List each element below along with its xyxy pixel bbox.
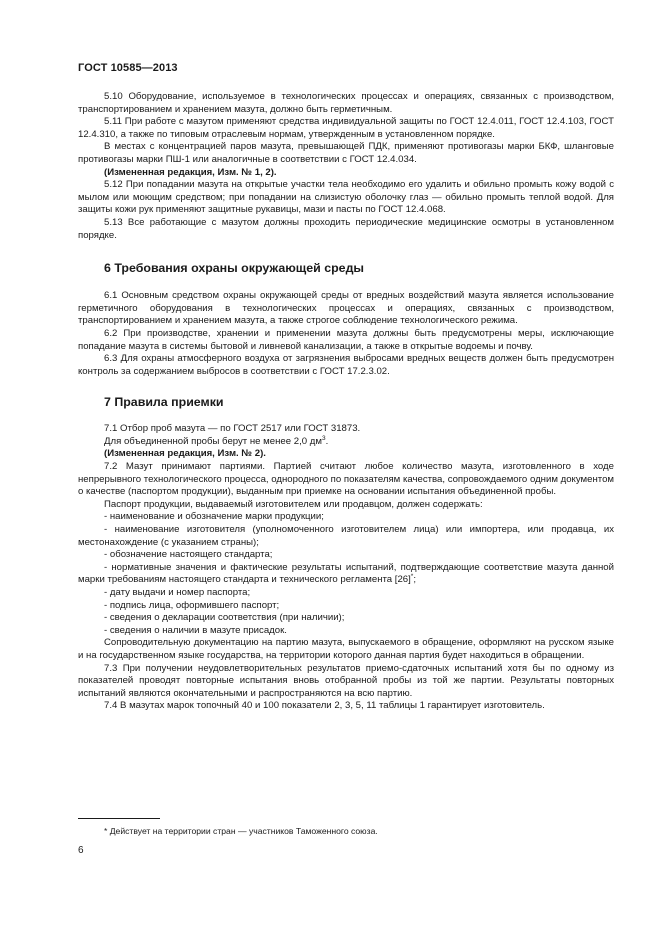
passport-intro: Паспорт продукции, выдаваемый изготовителем или продавцом, должен содержать:	[104, 498, 483, 510]
document-header: ГОСТ 10585—2013	[78, 62, 178, 74]
list-item: - наименование изготовителя (уполномоченного изготовителем лица) или импортера, или продавца, их местонахождение (с указанием страны);	[78, 524, 614, 548]
footnote: * Действует на территории стран — участников Таможенного союза.	[104, 826, 378, 836]
clause-5-11-gas-masks: В местах с концентрацией паров мазута, превышающей ПДК, применяют противогазы марки БКФ, шланговые противогазы марки ПШ-1 или аналогичные в соответствии с ГОСТ 12.4.034.	[78, 141, 614, 165]
list-item-regulation	[78, 562, 614, 587]
footnote-separator	[78, 818, 160, 819]
list-item: - обозначение настоящего стандарта;	[104, 549, 273, 561]
clause-6-2: 6.2 При производстве, хранении и применении мазута должны быть предусмотрены меры, исключающие попадание мазута в системы бытовой и ливневой канализации, а также в открытые водоемы и почву.	[78, 327, 614, 352]
page-number: 6	[78, 845, 84, 856]
cubic-superscript: 3	[321, 434, 326, 442]
sample-volume-end: .	[325, 435, 329, 447]
clause-6-3: 6.3 Для охраны атмосферного воздуха от загрязнения выбросами вредных веществ должен быть предусмотрен контроль за содержанием выбросов в соответствии с ГОСТ 17.2.3.02.	[78, 353, 614, 377]
amendment-note-2: (Измененная редакция, Изм. № 2).	[104, 448, 266, 460]
clause-5-13: 5.13 Все работающие с мазутом должны проходить периодические медицинские осмотры в установленном порядке.	[78, 216, 614, 241]
amendment-note-1: (Измененная редакция, Изм. № 1, 2).	[104, 166, 277, 178]
sample-volume-text: Для объединенной пробы берут не менее 2,0 дм	[104, 435, 322, 447]
clause-7-1-sample-volume	[78, 436, 614, 449]
footnote-marker: *	[410, 573, 414, 581]
section-6-heading: 6 Требования охраны окружающей среды	[104, 261, 365, 276]
section-7-heading: 7 Правила приемки	[104, 395, 224, 410]
accompanying-docs: Сопроводительную документацию на партию мазута, выпускаемого в обращение, оформляют на русском языке и на государственном языке государства, на территории которого данная партия будет находиться в обращении.	[78, 637, 614, 661]
list-item: - сведения о декларации соответствия (при наличии);	[104, 612, 345, 624]
clause-7-4: 7.4 В мазутах марок топочный 40 и 100 показатели 2, 3, 5, 11 таблицы 1 гарантирует изготовитель.	[104, 700, 545, 712]
clause-7-2: 7.2 Мазут принимают партиями. Партией считают любое количество мазута, изготовленного в ходе непрерывного технологического процесса, однородного по показателям качества, сопровождаемого одним документом о качестве (паспортом продукции), выданным при приемке на основании испытания объединенной пробы.	[78, 461, 614, 498]
clause-5-11: 5.11 При работе с мазутом применяют средства индивидуальной защиты по ГОСТ 12.4.011, ГОСТ 12.4.103, ГОСТ 12.4.310, а также по типовым отраслевым нормам, утвержденным в установленном порядке.	[78, 116, 614, 140]
clause-6-1: 6.1 Основным средством охраны окружающей среды от вредных воздействий мазута является использование герметичного оборудования в технологических процессах и операциях, связанных с производством, транспортированием и хранением мазута, а также строгое соблюдение технологического режима.	[78, 290, 614, 327]
list-item: - дату выдачи и номер паспорта;	[104, 587, 251, 598]
clause-5-10: 5.10 Оборудование, используемое в технологических процессах и операциях, связанных с производством, транспортированием и хранением мазута, должно быть герметичным.	[78, 91, 614, 115]
regulation-end: ;	[413, 574, 416, 586]
clause-7-1: 7.1 Отбор проб мазута — по ГОСТ 2517 или ГОСТ 31873.	[104, 423, 361, 435]
clause-7-3: 7.3 При получении неудовлетворительных результатов приемо-сдаточных испытаний хотя бы по одному из показателей проводят повторные испытания вновь отобранной пробы из той же партии. Результаты повторных испытаний являются окончательными и распространяются на всю партию.	[78, 662, 614, 699]
clause-5-12: 5.12 При попадании мазута на открытые участки тела необходимо его удалить и обильно промыть кожу водой с мылом или моющим средством; при попадании на слизистую оболочку глаз — обильно промыть теплой водой. Для защиты кожи рук применяют защитные рукавицы, мази и пасты по ГОСТ 12.4.068.	[78, 179, 614, 216]
list-item: - сведения о наличии в мазуте присадок.	[104, 624, 287, 636]
regulation-text: - нормативные значения и фактические результаты испытаний, подтверждающие соответствие мазута данной марки требованиям настоящего стандарта и технического регламента [26]	[78, 561, 614, 586]
list-item: - подпись лица, оформившего паспорт;	[104, 599, 280, 611]
list-item: - наименование и обозначение марки продукции;	[104, 511, 324, 523]
document-body	[78, 91, 614, 713]
